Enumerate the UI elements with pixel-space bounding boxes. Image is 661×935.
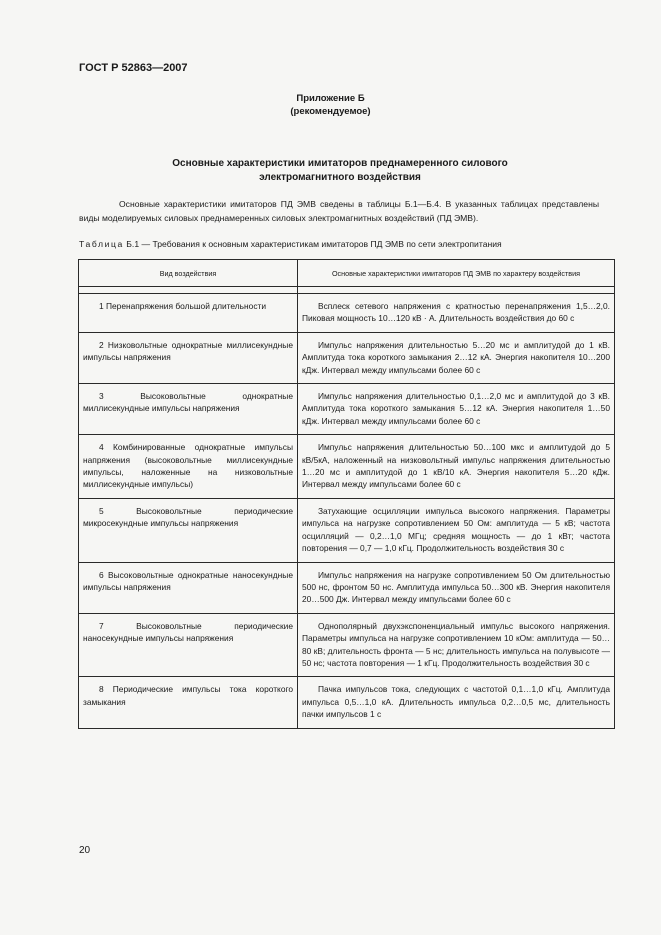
table-row	[79, 294, 615, 333]
annex-status: (рекомендуемое)	[290, 106, 371, 117]
section-title	[110, 157, 570, 185]
table-row	[79, 613, 615, 677]
table-row	[79, 332, 615, 383]
table-spacer	[79, 287, 615, 294]
section-title-line1: Основные характеристики имитаторов преднамеренного силового	[172, 158, 508, 169]
intro-paragraph: Основные характеристики имитаторов ПД ЭМВ сведены в таблицы Б.1—Б.4. В указанных таблицах представлены виды моделируемых силовых преднамеренных силовых электромагнитных воздействий (ПД ЭМВ).	[79, 199, 599, 223]
row-type-cell: 4 Комбинированные однократные импульсы напряжения (высоковольтные миллисекундные импульсы, наложенные на низковольтные миллисекундные импульсы)	[79, 435, 298, 499]
row-desc-cell: Импульс напряжения на нагрузке сопротивлением 50 Ом длительностью 500 нс, фронтом 50 нс. Амплитуда импульса 50…300 кВ. Энергия накопителя 20…500 Дж. Интервал между импульсами более 60 с	[298, 562, 615, 613]
table-row	[79, 677, 615, 728]
row-type-cell: 5 Высоковольтные периодические микросекундные импульсы напряжения	[79, 498, 298, 562]
table-row	[79, 384, 615, 435]
column-header-characteristics: Основные характеристики имитаторов ПД ЭМВ по характеру воздействия	[298, 260, 615, 287]
standard-number: ГОСТ Р 52863—2007	[79, 62, 188, 74]
table-caption-text: Б.1 — Требования к основным характеристикам имитаторов ПД ЭМВ по сети электропитания	[126, 239, 502, 249]
annex-heading	[0, 92, 661, 118]
row-desc-cell: Всплеск сетевого напряжения с кратностью перенапряжения 1,5…2,0. Пиковая мощность 10…120 кВ · А. Длительность воздействия до 60 с	[298, 294, 615, 333]
row-desc-cell: Пачка импульсов тока, следующих с частотой 0,1…1,0 кГц. Амплитуда импульса 0,5…1,0 кА. Длительность импульса 0,2…0,5 мс, длительность пачки импульсов 1 с	[298, 677, 615, 728]
characteristics-table	[78, 259, 615, 729]
page-number: 20	[79, 845, 91, 856]
table-row	[79, 435, 615, 499]
table-row	[79, 498, 615, 562]
row-type-cell: 7 Высоковольтные периодические наносекундные импульсы напряжения	[79, 613, 298, 677]
table-caption-label: Таблица	[79, 239, 124, 249]
row-type-cell: 1 Перенапряжения большой длительности	[79, 294, 298, 333]
row-desc-cell: Импульс напряжения длительностью 5…20 мс и амплитудой до 1 кВ. Амплитуда тока короткого замыкания 2…12 кА. Энергия накопителя 10…200 кДж. Интервал между импульсами более 60 с	[298, 332, 615, 383]
row-type-cell: 3 Высоковольтные однократные миллисекундные импульсы напряжения	[79, 384, 298, 435]
table-row	[79, 562, 615, 613]
row-type-cell: 6 Высоковольтные однократные наносекундные импульсы напряжения	[79, 562, 298, 613]
row-desc-cell: Импульс напряжения длительностью 0,1…2,0 мс и амплитудой до 3 кВ. Амплитуда тока короткого замыкания 5…12 кА. Энергия накопителя 1…50 кДж. Интервал между импульсами более 60 с	[298, 384, 615, 435]
table-caption	[79, 239, 502, 249]
column-header-type: Вид воздействия	[79, 260, 298, 287]
row-type-cell: 2 Низковольтные однократные миллисекундные импульсы напряжения	[79, 332, 298, 383]
row-desc-cell: Затухающие осцилляции импульса высокого напряжения. Параметры импульса на нагрузке сопротивлением 50 Ом: амплитуда — 5 кВ; частота осцилляций — 0,2…1,0 МГц; средняя мощность — до 1 кВт; частота повторения — 0,7 — 1,0 кГц. Продолжительность воздействия 30 с	[298, 498, 615, 562]
row-desc-cell: Однополярный двухэкспоненциальный импульс высокого напряжения. Параметры импульса на нагрузке сопротивлением 10 кОм: амплитуда — 50…80 кВ; длительность фронта — 5 нс; длительность импульса на полувысоте — 50 нс; частота повторения — 1 кГц. Продолжительность воздействия 30 с	[298, 613, 615, 677]
annex-title: Приложение Б	[296, 93, 365, 104]
table-header-row	[79, 260, 615, 287]
section-title-line2: электромагнитного воздействия	[259, 172, 421, 183]
row-desc-cell: Импульс напряжения длительностью 50…100 мкс и амплитудой до 5 кВ/5кА, наложенный на низковольтный импульс напряжения длительностью 1…20 мс и амплитудой до 1 кВ/10 кА. Энергия накопителя 5…20 кДж. Интервал между импульсами более 60 с	[298, 435, 615, 499]
row-type-cell: 8 Периодические импульсы тока короткого замыкания	[79, 677, 298, 728]
